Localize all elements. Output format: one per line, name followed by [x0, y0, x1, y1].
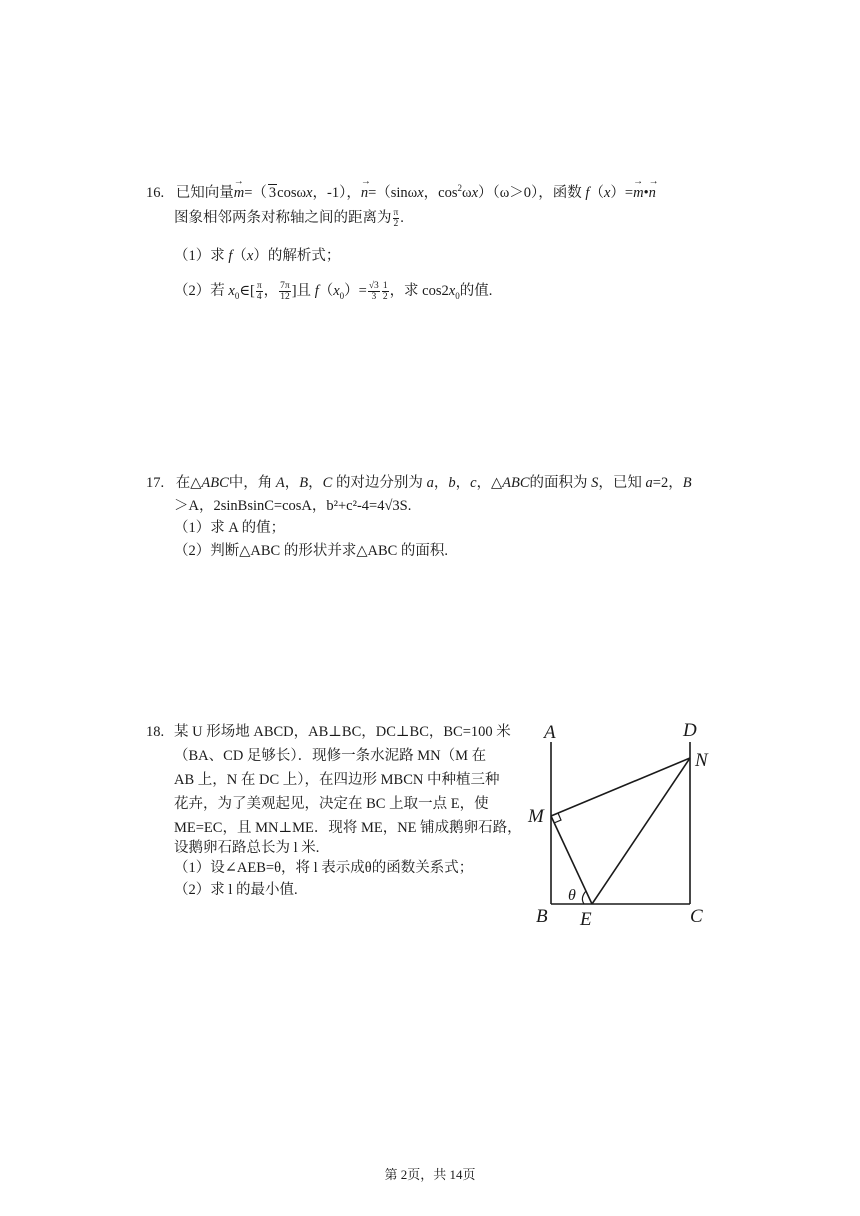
label-theta: θ	[568, 887, 576, 904]
problem-number: 18.	[146, 724, 165, 740]
text: cosω	[277, 184, 307, 201]
problem-18-q2	[174, 880, 298, 900]
text: （BA、CD 足够长）．现修一条水泥路 MN（M 在	[174, 748, 487, 764]
problem-17-line-1: 17. 在△ABC中，角 A，B，C 的对边分别为 a，b，c，△ABC的面积为 S，已知 a=2，B	[146, 475, 692, 491]
text: ME=EC，且 MN⊥ME．现将 ME，NE 铺成鹅卵石路，	[174, 820, 522, 836]
problem-18-line-2	[174, 746, 486, 766]
problem-18-line-1	[174, 722, 511, 742]
problem-18-line-6	[174, 838, 319, 858]
label-b: B	[536, 906, 548, 927]
problem-18-line-3	[174, 770, 499, 790]
text: 的解析式；	[267, 248, 341, 264]
text: ，-1），	[312, 184, 361, 201]
problem-16-q1: （1）求 f（x）的解析式；	[174, 248, 341, 264]
label-c: C	[690, 906, 703, 927]
text: 的值.	[459, 283, 493, 299]
text: ，已知	[598, 475, 642, 491]
page-footer: 第 2页，共 14页	[384, 1167, 476, 1182]
text: （1）求 A 的值；	[174, 520, 286, 536]
text: ，求 cos2	[389, 283, 449, 299]
problem-16-line-2: 图象相邻两条对称轴之间的距离为 $\frac{\pi}{2}$ .	[174, 208, 404, 230]
problem-16-q2: （2）若 $x_0\in$[ $\frac{\pi}{4}$ ， $\frac{7\pi}{12}$ ]且 $f(x_0)=$ $\frac{√3}{3}$ $\frac{1}{2}$ ，求 $\cos 2x_0$的值.	[174, 281, 493, 303]
geometry-figure	[520, 712, 740, 937]
text: （2）求 l 的最小值.	[174, 882, 298, 898]
problem-number: 16.	[146, 184, 165, 201]
text: 的对边分别为	[335, 475, 423, 491]
segment-ne	[592, 758, 690, 904]
text: ，△	[476, 475, 503, 491]
text: 的面积为	[529, 475, 588, 491]
theta-arc	[582, 891, 586, 904]
text: ＞A，2sinBsinC=cosA，b²+c²-4=4√3S.	[174, 498, 412, 514]
text: 花卉，为了美观起见，决定在 BC 上取一点 E，使	[174, 796, 489, 812]
text: 设鹅卵石路总长为 l 米.	[174, 840, 320, 856]
problem-number: 17.	[146, 475, 165, 491]
text: （2）判断△ABC 的形状并求△ABC 的面积.	[174, 543, 449, 559]
text: =（sinω	[368, 184, 418, 201]
text: =2，	[652, 475, 683, 491]
text: 在△	[175, 475, 202, 491]
text: 某 U 形场地 ABCD，AB⊥BC，DC⊥BC，BC=100 米	[174, 724, 511, 740]
problem-17-q2	[174, 541, 448, 561]
text: AB 上，N 在 DC 上），在四边形 MBCN 中种植三种	[174, 772, 500, 788]
label-e: E	[580, 909, 592, 930]
problem-18-q1	[174, 858, 473, 878]
label-n: N	[695, 750, 708, 771]
text: ，cos	[423, 184, 458, 201]
text: ω	[462, 184, 472, 201]
problem-17-line-2	[174, 496, 411, 516]
problem-17-q1	[174, 518, 285, 538]
text: （2）若	[174, 283, 225, 299]
text: 图象相邻两条对称轴之间的距离为	[174, 210, 392, 226]
problem-18-number	[146, 722, 164, 742]
text: 中，角	[228, 475, 273, 491]
text: 已知向量	[175, 184, 234, 201]
problem-18-line-4	[174, 794, 489, 814]
segment-mn	[551, 758, 690, 816]
problem-18-line-5	[174, 818, 522, 838]
text: =（	[244, 184, 267, 201]
label-m: M	[528, 806, 544, 827]
text: ）（ω＞0），函数	[478, 184, 582, 201]
text: ]且	[291, 283, 312, 299]
problem-16-line-1: 16. 已知向量→ m=（ 3cosωx，-1），→ n=（sinωx，$\cos^2\omega x)(\omega>0)$，函数 f（x）=→ m•→ n	[146, 178, 656, 203]
text: （1）设∠AEB=θ，将 l 表示成θ的函数关系式；	[174, 860, 474, 876]
text: （1）求	[174, 248, 225, 264]
label-a: A	[544, 722, 556, 743]
label-d: D	[683, 720, 697, 741]
